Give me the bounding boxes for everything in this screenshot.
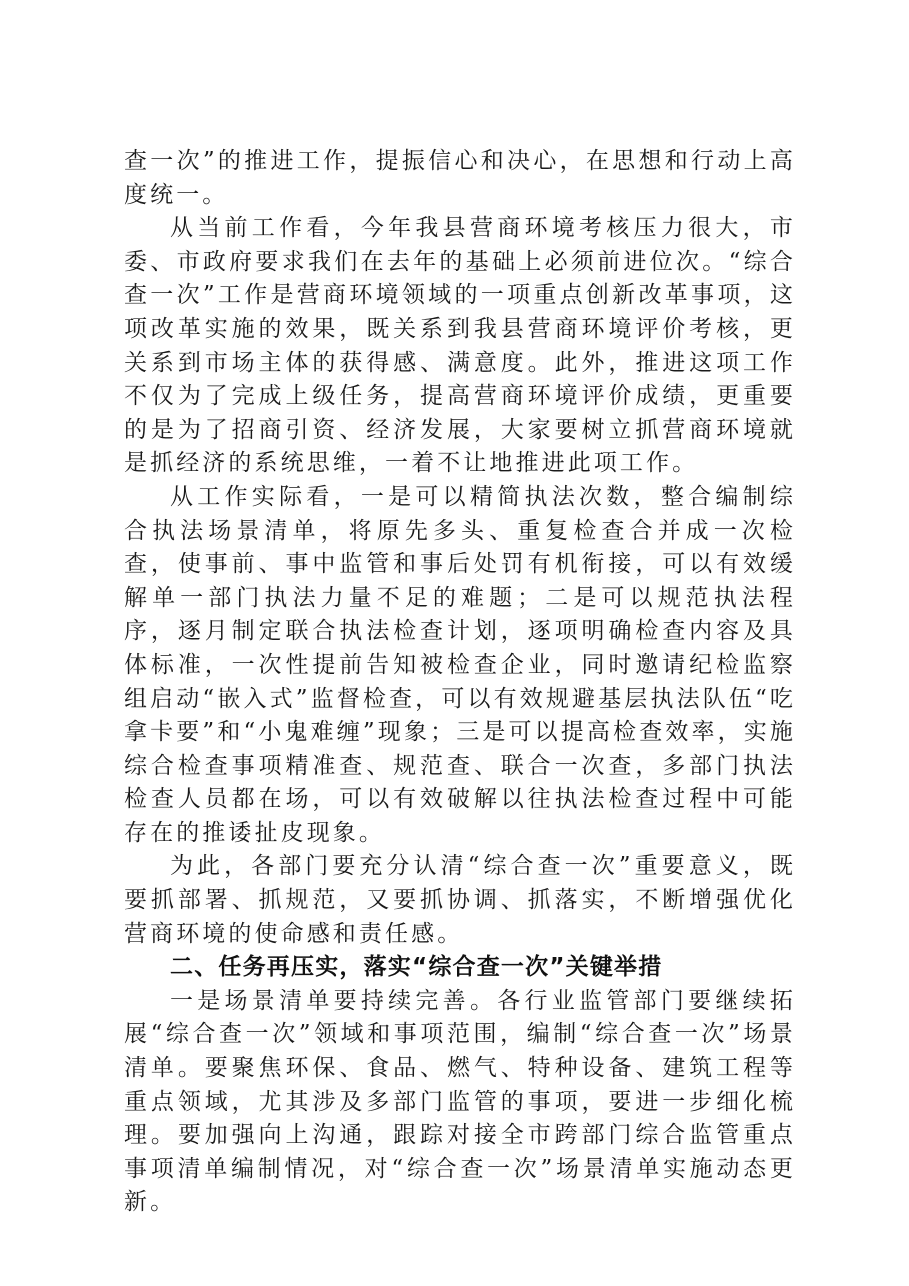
section-heading: 二、任务再压实，落实“综合查一次”关键举措 (170, 954, 663, 981)
paragraph-scene-list: 一是场景清单要持续完善。各行业监管部门要继续拓展“综合查一次”领域和事项范围，编制“综合查一次”场景清单。要聚焦环保、食品、燃气、特种设备、建筑工程等重点领域，尤其涉及多部门监管的事项，要进一步细化梳理。要加强向上沟通，跟踪对接全市跨部门综合监管重点事项清单编制情况，对“综合查一次”场景清单实施动态更新。 (124, 987, 796, 1216)
paragraph-therefore: 为此，各部门要充分认清“综合查一次”重要意义，既要抓部署、抓规范，又要抓协调、抓落实，不断增强优化营商环境的使命感和责任感。 (124, 853, 796, 947)
document-page (124, 145, 796, 1220)
paragraph-current-work: 从当前工作看，今年我县营商环境考核压力很大，市委、市政府要求我们在去年的基础上必须前进位次。“综合查一次”工作是营商环境领域的一项重点创新改革事项，这项改革实施的效果，既关系到我县营商环境评价考核，更关系到市场主体的获得感、满意度。此外，推进这项工作不仅为了完成上级任务，提高营商环境评价成绩，更重要的是为了招商引资、经济发展，大家要树立抓营商环境就是抓经济的系统思维，一着不让地推进此项工作。 (124, 215, 796, 477)
paragraph-practical-work: 从工作实际看，一是可以精简执法次数，整合编制综合执法场景清单，将原先多头、重复检查合并成一次检查，使事前、事中监管和事后处罚有机衔接，可以有效缓解单一部门执法力量不足的难题；二是可以规范执法程序，逐月制定联合执法检查计划，逐项明确检查内容及具体标准，一次性提前告知被检查企业，同时邀请纪检监察组启动“嵌入式”监督检查，可以有效规避基层执法队伍“吃拿卡要”和“小鬼难缠”现象；三是可以提高检查效率，实施综合检查事项精准查、规范查、联合一次查，多部门执法检查人员都在场，可以有效破解以往执法检查过程中可能存在的推诿扯皮现象。 (124, 483, 796, 846)
paragraph-continuation: 查一次”的推进工作，提振信心和决心，在思想和行动上高度统一。 (124, 148, 796, 208)
